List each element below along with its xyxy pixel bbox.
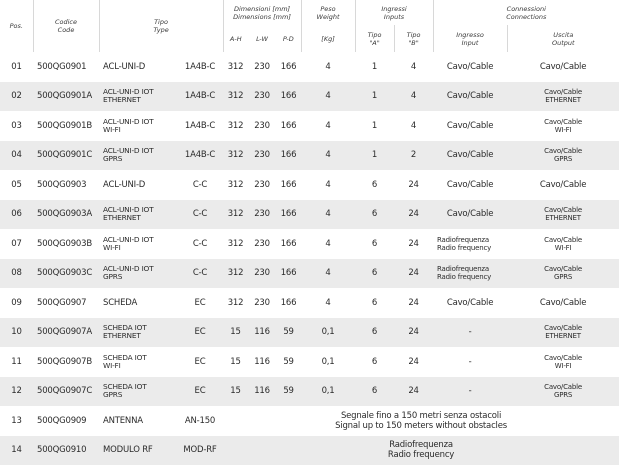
row-dim-d: 166 <box>276 259 301 289</box>
row-input-b: 4 <box>394 82 433 112</box>
row-conn-output: Cavo/Cable <box>507 170 619 200</box>
row-input-b: 24 <box>394 377 433 407</box>
row-input-a: 6 <box>355 259 394 289</box>
row-input-a: 1 <box>355 141 394 171</box>
table-row <box>0 406 619 436</box>
row-conn-input: Cavo/Cable <box>433 200 507 230</box>
row-code: 500QG0903B <box>33 229 99 259</box>
row-dim-h: 312 <box>223 200 248 230</box>
row-input-b: 24 <box>394 170 433 200</box>
table-row <box>0 82 619 112</box>
row-pos: 11 <box>0 347 33 377</box>
row-code: 500QG0907C <box>33 377 99 407</box>
row-input-a: 6 <box>355 229 394 259</box>
row-weight: 4 <box>301 170 355 200</box>
row-weight: 0,1 <box>301 347 355 377</box>
row-type: C-C <box>177 259 223 289</box>
row-conn-input: Cavo/Cable <box>433 141 507 171</box>
row-dim-d: 166 <box>276 52 301 82</box>
row-pos: 01 <box>0 52 33 82</box>
row-dim-d: 166 <box>276 141 301 171</box>
row-input-a: 1 <box>355 111 394 141</box>
row-dim-d: 166 <box>276 288 301 318</box>
row-dim-h: 15 <box>223 347 248 377</box>
dim-h-header: A-H <box>223 25 248 52</box>
row-type: C-C <box>177 229 223 259</box>
row-dim-h: 312 <box>223 111 248 141</box>
row-model: ACL-UNI-D <box>99 52 177 82</box>
row-pos: 07 <box>0 229 33 259</box>
row-dim-w: 230 <box>248 111 276 141</box>
row-dim-d: 166 <box>276 200 301 230</box>
row-dim-w: 230 <box>248 52 276 82</box>
row-pos: 09 <box>0 288 33 318</box>
weight-unit-header: [Kg] <box>301 25 355 52</box>
row-conn-input: Cavo/Cable <box>433 82 507 112</box>
row-model: ACL-UNI-D IOT WI-FI <box>99 111 177 141</box>
row-weight: 4 <box>301 111 355 141</box>
row-input-b: 24 <box>394 259 433 289</box>
row-type: EC <box>177 377 223 407</box>
row-conn-output: Cavo/Cable GPRS <box>507 259 619 289</box>
row-code: 500QG0903 <box>33 170 99 200</box>
row-model: ANTENNA <box>99 406 177 436</box>
row-weight: 4 <box>301 200 355 230</box>
table-row <box>0 318 619 348</box>
row-conn-output: Cavo/Cable ETHERNET <box>507 200 619 230</box>
row-dim-h: 312 <box>223 82 248 112</box>
row-model: MODULO RF <box>99 436 177 465</box>
row-conn-input: Cavo/Cable <box>433 111 507 141</box>
row-model: ACL-UNI-D IOT ETHERNET <box>99 82 177 112</box>
row-dim-w: 116 <box>248 347 276 377</box>
dim-w-header: L-W <box>248 25 276 52</box>
row-conn-input: Radiofrequenza Radio frequency <box>433 229 507 259</box>
row-dim-w: 230 <box>248 229 276 259</box>
table-row <box>0 377 619 407</box>
row-conn-output: Cavo/Cable WI-FI <box>507 111 619 141</box>
row-dim-d: 59 <box>276 318 301 348</box>
row-pos: 13 <box>0 406 33 436</box>
table-row <box>0 288 619 318</box>
row-pos: 02 <box>0 82 33 112</box>
row-code: 500QG0907 <box>33 288 99 318</box>
row-code: 500QG0907A <box>33 318 99 348</box>
row-pos: 04 <box>0 141 33 171</box>
row-weight: 4 <box>301 52 355 82</box>
row-input-a: 6 <box>355 200 394 230</box>
row-input-b: 4 <box>394 52 433 82</box>
row-type: 1A4B-C <box>177 141 223 171</box>
row-conn-output: Cavo/Cable GPRS <box>507 141 619 171</box>
row-conn-input: - <box>433 377 507 407</box>
col-pos-header: Pos. <box>0 0 33 52</box>
row-weight: 4 <box>301 288 355 318</box>
row-model: ACL-UNI-D <box>99 170 177 200</box>
row-code: 500QG0901A <box>33 82 99 112</box>
row-input-a: 6 <box>355 288 394 318</box>
row-type: C-C <box>177 170 223 200</box>
row-code: 500QG0901B <box>33 111 99 141</box>
row-type: EC <box>177 288 223 318</box>
row-type: 1A4B-C <box>177 82 223 112</box>
row-input-a: 1 <box>355 82 394 112</box>
row-dim-d: 166 <box>276 111 301 141</box>
row-type: AN-150 <box>177 406 223 436</box>
row-dim-d: 166 <box>276 170 301 200</box>
row-conn-input: - <box>433 347 507 377</box>
table-row <box>0 111 619 141</box>
row-dim-h: 15 <box>223 377 248 407</box>
row-type: C-C <box>177 200 223 230</box>
row-pos: 10 <box>0 318 33 348</box>
row-conn-input: Radiofrequenza Radio frequency <box>433 259 507 289</box>
row-type: EC <box>177 347 223 377</box>
row-dim-h: 312 <box>223 259 248 289</box>
row-note: Segnale fino a 150 metri senza ostacoli Signal up to 150 meters without obstacles <box>223 406 619 436</box>
row-pos: 14 <box>0 436 33 465</box>
row-weight: 4 <box>301 141 355 171</box>
row-code: 500QG0901C <box>33 141 99 171</box>
row-dim-w: 230 <box>248 141 276 171</box>
row-conn-output: Cavo/Cable GPRS <box>507 377 619 407</box>
row-dim-d: 166 <box>276 82 301 112</box>
col-dims-header: Dimensioni [mm] Dimensions [mm] <box>223 0 301 25</box>
row-note: Radiofrequenza Radio frequency <box>223 436 619 465</box>
row-conn-output: Cavo/Cable <box>507 52 619 82</box>
row-code: 500QG0903C <box>33 259 99 289</box>
table-row <box>0 200 619 230</box>
row-code: 500QG0910 <box>33 436 99 465</box>
row-conn-input: Cavo/Cable <box>433 52 507 82</box>
row-dim-h: 312 <box>223 141 248 171</box>
row-dim-h: 312 <box>223 170 248 200</box>
row-conn-input: Cavo/Cable <box>433 288 507 318</box>
table-row <box>0 141 619 171</box>
row-pos: 12 <box>0 377 33 407</box>
row-code: 500QG0903A <box>33 200 99 230</box>
row-code: 500QG0901 <box>33 52 99 82</box>
row-code: 500QG0907B <box>33 347 99 377</box>
row-conn-output: Cavo/Cable <box>507 288 619 318</box>
row-conn-output: Cavo/Cable WI-FI <box>507 229 619 259</box>
row-model: ACL-UNI-D IOT WI-FI <box>99 229 177 259</box>
row-dim-h: 312 <box>223 52 248 82</box>
conn-input-header: Ingresso Input <box>433 25 507 52</box>
input-b-header: Tipo "B" <box>394 25 433 52</box>
row-input-b: 4 <box>394 111 433 141</box>
table-row <box>0 436 619 465</box>
row-input-a: 6 <box>355 318 394 348</box>
row-input-a: 6 <box>355 377 394 407</box>
row-input-b: 24 <box>394 200 433 230</box>
table-row <box>0 170 619 200</box>
row-conn-output: Cavo/Cable ETHERNET <box>507 82 619 112</box>
table-row <box>0 229 619 259</box>
row-model: SCHEDA IOT ETHERNET <box>99 318 177 348</box>
row-model: SCHEDA IOT GPRS <box>99 377 177 407</box>
row-type: EC <box>177 318 223 348</box>
row-model: SCHEDA <box>99 288 177 318</box>
row-weight: 4 <box>301 259 355 289</box>
input-a-header: Tipo "A" <box>355 25 394 52</box>
row-dim-d: 59 <box>276 347 301 377</box>
row-type: 1A4B-C <box>177 52 223 82</box>
row-pos: 03 <box>0 111 33 141</box>
conn-output-header: Uscita Output <box>507 25 619 52</box>
dim-d-header: P-D <box>276 25 301 52</box>
row-input-b: 24 <box>394 288 433 318</box>
row-pos: 06 <box>0 200 33 230</box>
row-weight: 0,1 <box>301 318 355 348</box>
row-dim-w: 230 <box>248 200 276 230</box>
col-code-header: Codice Code <box>33 0 99 52</box>
row-model: ACL-UNI-D IOT ETHERNET <box>99 200 177 230</box>
row-pos: 05 <box>0 170 33 200</box>
row-dim-h: 312 <box>223 229 248 259</box>
row-input-b: 24 <box>394 347 433 377</box>
row-conn-output: Cavo/Cable ETHERNET <box>507 318 619 348</box>
row-weight: 4 <box>301 82 355 112</box>
row-dim-h: 15 <box>223 318 248 348</box>
row-dim-w: 230 <box>248 170 276 200</box>
row-dim-w: 230 <box>248 259 276 289</box>
row-pos: 08 <box>0 259 33 289</box>
row-dim-w: 230 <box>248 288 276 318</box>
row-dim-d: 59 <box>276 377 301 407</box>
col-inputs-header: Ingressi Inputs <box>355 0 433 25</box>
table-row <box>0 52 619 82</box>
row-model: ACL-UNI-D IOT GPRS <box>99 141 177 171</box>
col-connections-header: Connessioni Connections <box>433 0 619 25</box>
row-input-b: 24 <box>394 229 433 259</box>
row-code: 500QG0909 <box>33 406 99 436</box>
row-conn-input: - <box>433 318 507 348</box>
row-type: MOD-RF <box>177 436 223 465</box>
col-type-header: Tipo Type <box>99 0 223 52</box>
col-weight-header: Peso Weight <box>301 0 355 25</box>
row-model: ACL-UNI-D IOT GPRS <box>99 259 177 289</box>
row-dim-w: 116 <box>248 318 276 348</box>
row-weight: 0,1 <box>301 377 355 407</box>
table-row <box>0 347 619 377</box>
row-dim-w: 230 <box>248 82 276 112</box>
row-weight: 4 <box>301 229 355 259</box>
row-input-b: 24 <box>394 318 433 348</box>
row-input-b: 2 <box>394 141 433 171</box>
row-dim-d: 166 <box>276 229 301 259</box>
row-input-a: 6 <box>355 347 394 377</box>
row-conn-output: Cavo/Cable WI-FI <box>507 347 619 377</box>
row-dim-w: 116 <box>248 377 276 407</box>
row-input-a: 6 <box>355 170 394 200</box>
row-model: SCHEDA IOT WI-FI <box>99 347 177 377</box>
row-conn-input: Cavo/Cable <box>433 170 507 200</box>
row-dim-h: 312 <box>223 288 248 318</box>
row-input-a: 1 <box>355 52 394 82</box>
table-row <box>0 259 619 289</box>
row-type: 1A4B-C <box>177 111 223 141</box>
